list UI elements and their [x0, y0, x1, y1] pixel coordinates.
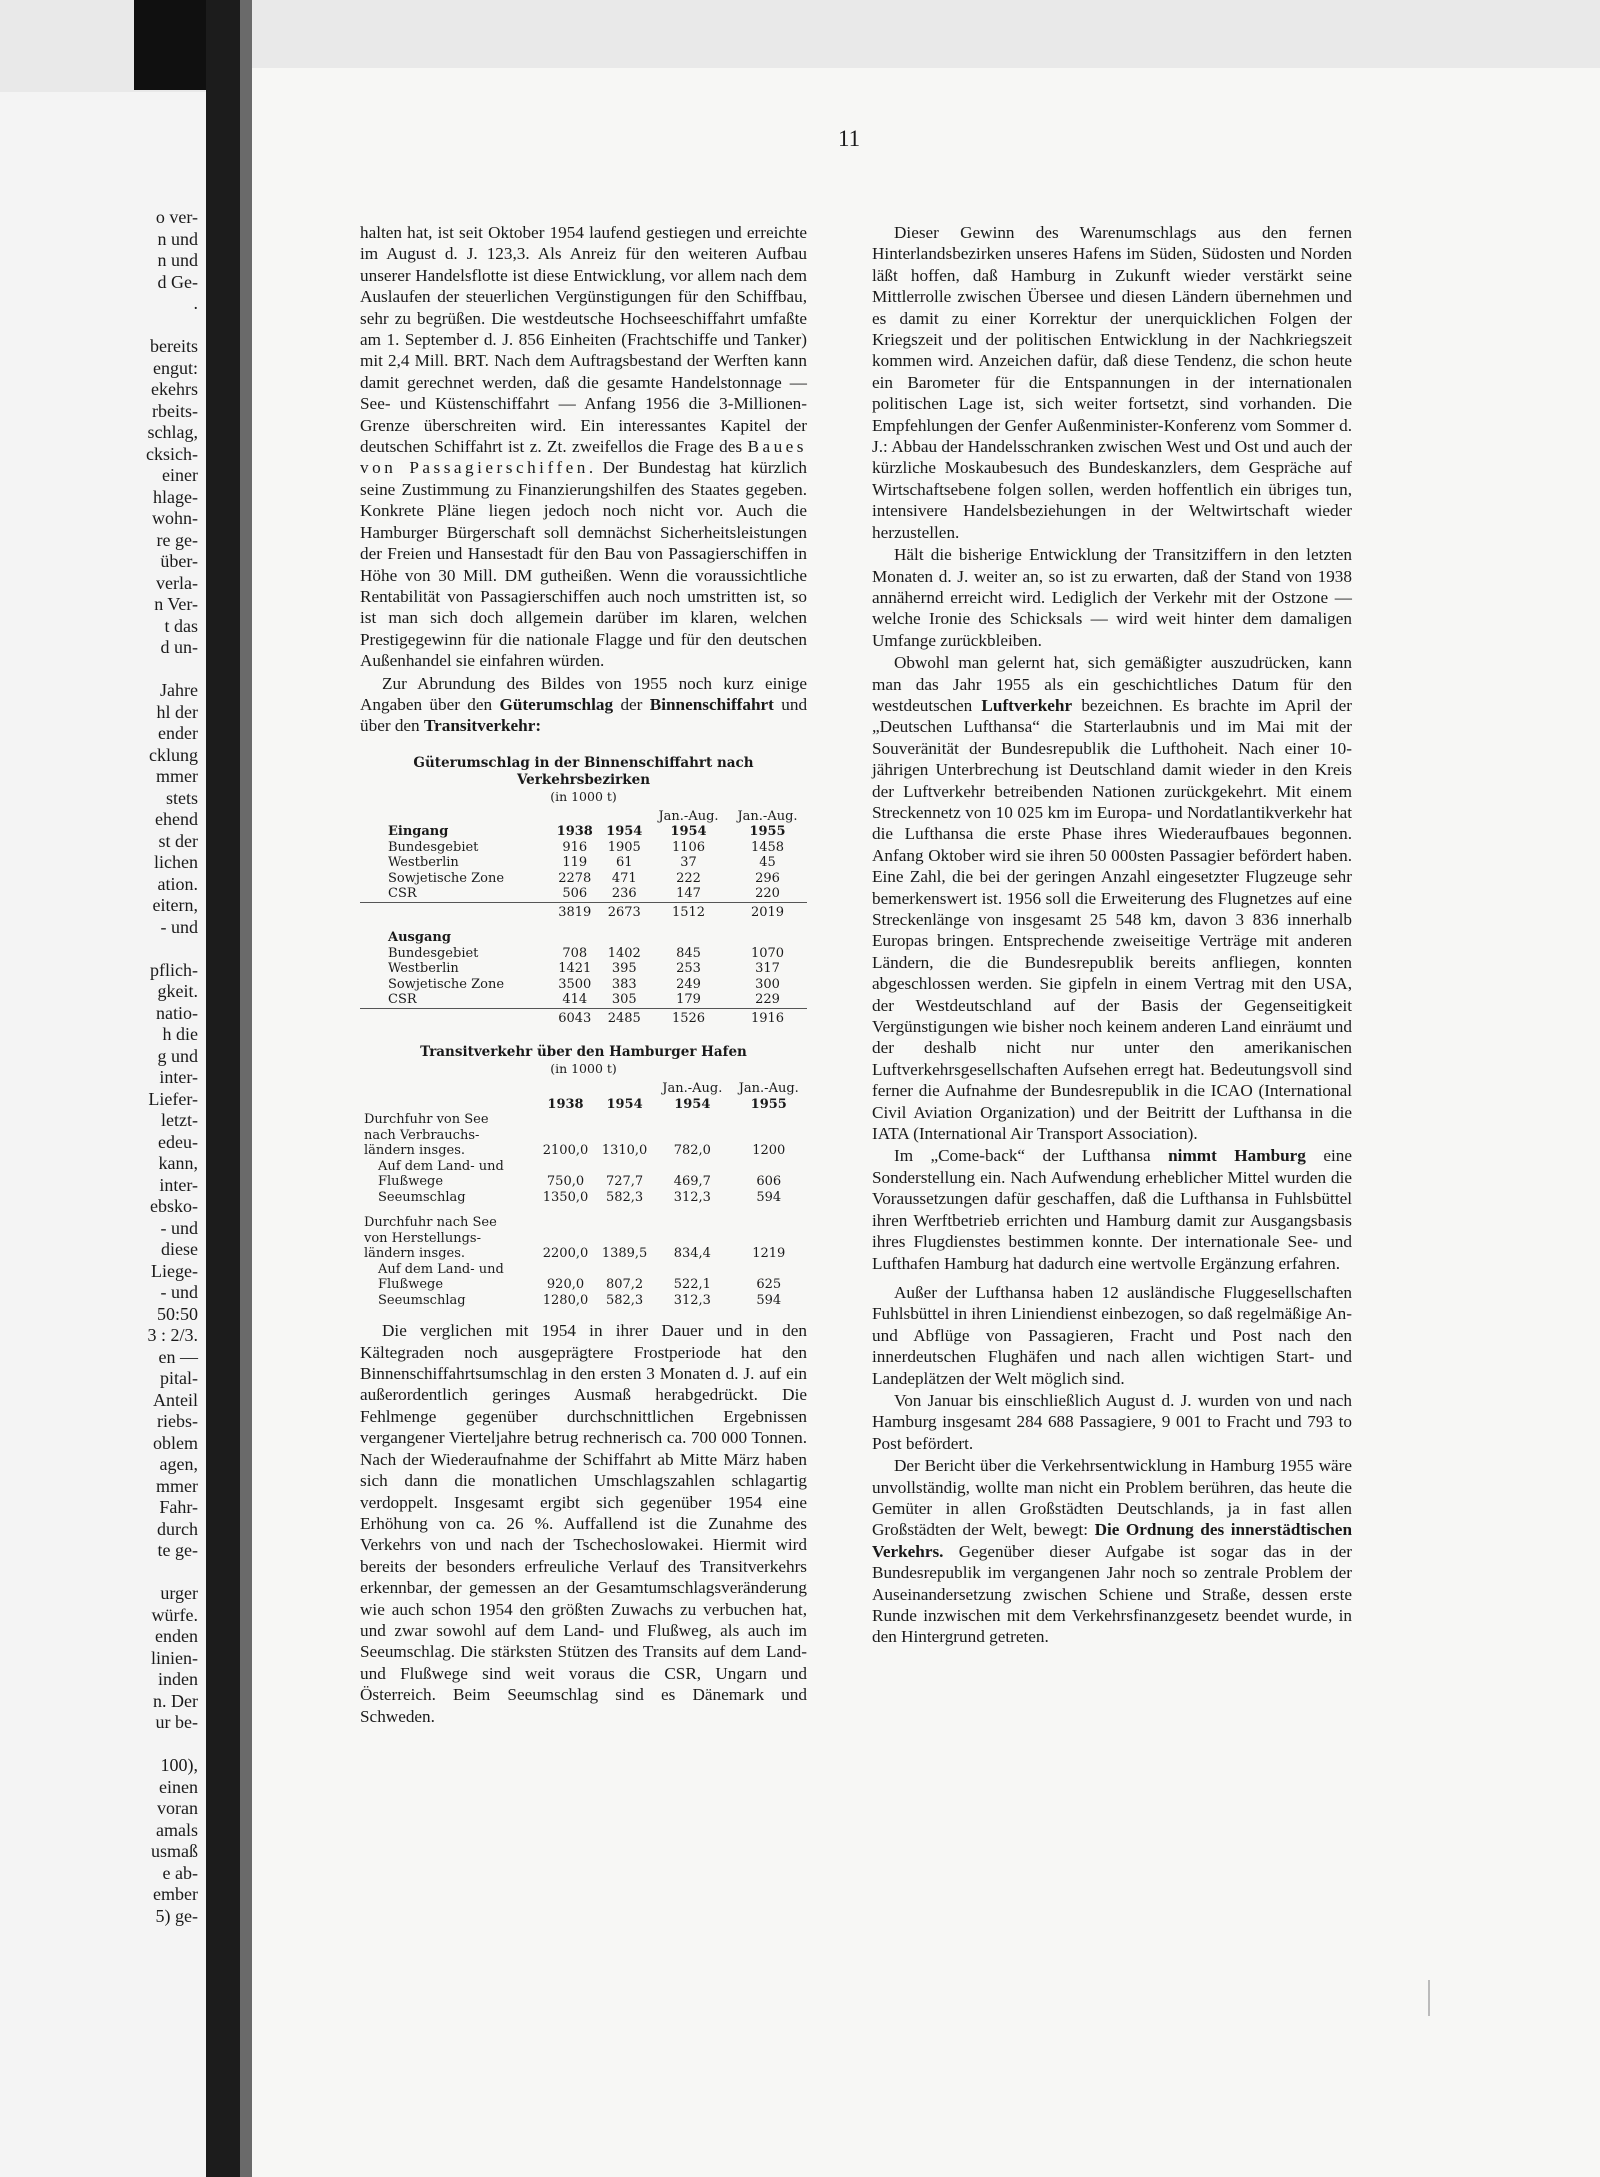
left-page-line: verla- [156, 572, 198, 593]
left-page-gap [58, 659, 198, 681]
table-row [360, 886, 807, 902]
left-page-line: ebsko- [150, 1196, 198, 1216]
table-cell: 1421 [558, 961, 592, 977]
table-total-row: 3819 2673 1512 2019 [360, 902, 807, 920]
table-cell: 845 [676, 945, 701, 961]
table-row [360, 1112, 807, 1159]
row-label-line: Durchfuhr von See [364, 1112, 489, 1128]
left-page-line: - und [160, 1217, 198, 1238]
table-inland-shipping [360, 755, 807, 1027]
row-label: Sowjetische Zone [388, 976, 505, 992]
table-cell: 296 [755, 870, 780, 886]
table-cell: 750,0 [546, 1174, 585, 1190]
left-page-gap [58, 1734, 198, 1756]
left-page-line: enden [155, 1626, 198, 1646]
text-column-right [872, 222, 1352, 1648]
column-header: 1954 [674, 1096, 711, 1112]
table-cell: 253 [676, 961, 701, 977]
table-cell: 625 [756, 1277, 782, 1293]
left-page-line: lichen [154, 852, 198, 872]
scan-mark [1428, 1980, 1430, 2016]
table-row [360, 1190, 807, 1206]
left-page-line: ember [153, 1884, 198, 1904]
row-label: Westberlin [388, 855, 459, 871]
left-page-line: ation. [157, 873, 198, 894]
left-page-line: n. Der [153, 1690, 198, 1711]
table-cell: 61 [616, 855, 633, 871]
table-row [360, 840, 807, 856]
paragraph: Obwohl man gelernt hat, sich gemäßigter auszudrücken, kann man das Jahr 1955 als ein geschichtliches Datum für den westdeutschen Luftverkehr bezeichnen. Es brachte im April der „Deutschen Lufthansa“ die Starterlaubnis und im Mai mit der Souveränität der Bundesrepublik die Lufthoheit. Nach einer 10-jährigen Unterbrechung ist Deutschland damit wieder in den Kreis der Luftverkehr betreibenden Nationen zurückgekehrt. Mit einem Streckennetz von 10 025 km im Europa- und Nordatlantikverkehr hat die Lufthansa die erste Phase ihres Wiederaufbaues begonnen. Anfang Oktober wird sie ihren 50 000sten Passagier befördert haben. Eine Zahl, die bei der geringen Anzahl eingesetzter Flugzeuge sehr bemerkenswert ist. 1956 soll die Erweiterung des Flugnetzes auf eine Streckenlänge von insgesamt 25 548 km, davon 3 836 innerhalb Europas bringen. Entsprechende zweiseitige Verträge mit anderen Ländern, die die Bundesrepublik bereits anfliegen, konnten abgeschlossen werden. Sie gipfeln in einem Vertrag mit den USA, der Westdeutschland auf der Basis der Gegenseitigkeit Vergünstigungen wie bisher noch keinem anderen Land einräumt und der deshalb nicht nur unter den amerikanischen Luftverkehrsgesellschaften Aufsehen erregt hat. Bedeutungsvoll sind ferner die Aufnahme der Bundesrepublik in die ICAO (International Civil Aviation Organization) und der Beitritt der Lufthansa in die IATA (International Air Transport Association). [872, 653, 1352, 1144]
table-cell: 1106 [671, 839, 706, 855]
spaced-emphasis: Baues von Passagierschiffen [360, 437, 807, 478]
left-page-line: amals [156, 1819, 198, 1840]
left-page-line: edeu- [158, 1131, 198, 1152]
column-header: Jan.-Aug. [738, 1081, 799, 1097]
table-cell: 305 [611, 992, 637, 1008]
left-page-line: Anteil [153, 1389, 198, 1410]
left-page-line: einen [159, 1776, 198, 1797]
left-page-line: te ge- [157, 1540, 198, 1560]
paragraph: Der Bericht über die Verkehrsentwicklung in Hamburg 1955 wäre unvollständig, wollte man nicht ein Problem berühren, das heute die Gemüter in allen Großstädten Deutschlands, ja in fast allen Großstädten der Welt, bewegt: Die Ordnung des innerstädtischen Verkehrs. Gegenüber dieser Aufgabe ist sogar das in der Bundesrepublik im vergangenen Jahr noch so zentrale Problem der Auseinandersetzung zwischen Schiene und Straße, dessen erste Runde inzwischen mit dem Verkehrsfinanzgesetz beendet wurde, in den Hintergrund getreten. [872, 1456, 1353, 1647]
table-cell: 506 [562, 886, 588, 902]
table-cell: 119 [562, 855, 588, 871]
row-label-line: nach Verbrauchs- [364, 1127, 480, 1143]
data-table [360, 1081, 807, 1308]
left-page-line: cklung [149, 744, 198, 765]
table-row [360, 946, 807, 962]
table-header-row [360, 1081, 807, 1097]
left-page-line: letzt- [161, 1110, 198, 1130]
left-page-line: inter- [159, 1067, 198, 1087]
table-cell: 312,3 [673, 1189, 711, 1205]
table-title: Transitverkehr über den Hamburger Hafen [420, 1044, 747, 1061]
paragraph: Hält die bisherige Entwicklung der Transitziffern in den letzten Monaten d. J. weiter an, so ist zu erwarten, daß der Stand von 1938 annähernd erreicht wird. Lediglich der Verkehr mit der Ostzone — welche Ironie des Schicksals — wird weit hinter dem damaligen Umfange zurückbleiben. [872, 545, 1352, 650]
left-page-edge [0, 92, 206, 2177]
left-page-line: über- [160, 551, 198, 571]
row-label [360, 1112, 536, 1159]
left-page-line: . [193, 293, 198, 313]
left-page-line: d un- [160, 637, 198, 657]
left-page-line: wohn- [152, 508, 198, 528]
table-cell: 1280,0 [542, 1292, 589, 1308]
table-cell: 1905 [607, 839, 641, 855]
left-page-line: natio- [156, 1002, 198, 1023]
left-page-line: ehend [155, 809, 198, 829]
left-page-line: linien- [151, 1647, 198, 1668]
book-spine [206, 0, 240, 2177]
left-page-line: e ab- [162, 1862, 198, 1883]
left-page-line: kann, [158, 1153, 198, 1173]
row-label-line: Auf dem Land- und [378, 1261, 504, 1277]
table-cell: 3500 [558, 976, 592, 992]
table-total-row: 6043 2485 1526 1916 [360, 1008, 807, 1026]
text-column-left [360, 222, 807, 1727]
left-page-line: schlag, [147, 422, 198, 442]
row-label: CSR [388, 886, 417, 902]
paragraph: Zur Abrundung des Bildes von 1955 noch kurz einige Angaben über den Güterumschlag der Binnenschiffahrt und über den Transitverkehr: [360, 673, 808, 736]
row-label: Sowjetische Zone [388, 870, 505, 886]
table-cell: 582,3 [605, 1292, 644, 1308]
paragraph: halten hat, ist seit Oktober 1954 laufend gestiegen und erreichte im August d. J. 123,3. Als Anreiz für den weiteren Aufbau unserer Handelsflotte ist diese Entwicklung, vor allem nach dem Auslaufen der steuerlichen Vergünstigungen für den Schiffbau, sehr zu begrüßen. Die westdeutsche Hochseeschiffahrt umfaßte am 1. September d. J. 856 Einheiten (Frachtschiffe und Tanker) mit 2,4 Mill. BRT. Nach dem Auftragsbestand der Werften kann damit gerechnet werden, daß die gesamte Handelstonnage — See- und Küstenschiffahrt — Anfang 1956 die 3-Millionen-Grenze überschreiten wird. Ein interessantes Kapitel der deutschen Schiffahrt ist z. Zt. zweifellos die Frage des Baues von Passagierschiffen. Der Bundestag hat kürzlich seine Zustimmung zu Finanzierungshilfen des Staates gegeben. Konkrete Pläne liegen jedoch noch nicht vor. Auch die Hamburger Bürgerschaft soll demnächst Sicherheitsleistungen der Freien und Hansestadt für den Bau von Passagierschiffen in Höhe von 30 Mill. DM gutheißen. Wenn die voraussichtliche Rentabilität von Passagierschiffen auch noch umstritten ist, so ist man sich doch allgemein darüber im klaren, welchen Prestigegewinn für die nationale Flagge und für den deutschen Außenhandel sie einfahren würden. [360, 223, 807, 671]
table-cell: 1200 [752, 1143, 786, 1159]
left-page-line: st der [158, 830, 198, 851]
table-cell: 1458 [750, 839, 785, 855]
left-page-line: o ver- [155, 207, 198, 227]
left-page-line: re ge- [156, 529, 198, 550]
left-page-line: rbeits- [152, 400, 198, 421]
table-row [360, 871, 807, 887]
column-header: 1938 [556, 824, 593, 840]
group-label: Eingang [388, 824, 449, 840]
left-page-line: 50:50 [156, 1303, 198, 1324]
column-header: 1954 [606, 1096, 643, 1112]
table-cell: 2100,0 [542, 1143, 589, 1159]
left-page-line: bereits [150, 336, 198, 356]
table-unit: (in 1000 t) [550, 1061, 617, 1077]
left-page-line: würfe. [151, 1604, 198, 1625]
row-label-line: ländern insges. [364, 1246, 466, 1262]
paragraph: Die verglichen mit 1954 in ihrer Dauer und in den Kältegraden noch ausgeprägtere Frostperiode hat den Binnenschiffahrtsumschlag in den ersten 3 Monaten d. J. auf ein außerordentlich geringes Ausmaß herabgedrückt. Die Fehlmenge gegenüber durchschnittlichen Ergebnissen vergangener Vierteljahre betrug rechnerisch ca. 700 000 Tonnen. Nach der Wiederaufnahme der Schiffahrt ab Mitte März haben sich dann die monatlichen Umschlagszahlen schlagartig verdoppelt. Insgesamt ergibt sich gegenüber 1954 eine Erhöhung von ca. 26 %. Auffallend ist die Zunahme des Verkehrs von und nach der Tschechoslowakei. Hiermit wird bereits der besonders erfreuliche Verlauf des Transitverkehrs erkennbar, der gemessen an der Gesamtumschlagsveränderung wie auch schon 1954 den größten Zuwachs zu verbuchen hat, und zwar sowohl auf dem Land- und Flußweg, als auch im Seeumschlag. Die stärksten Stützen des Transits auf dem Land- und Flußwege sind weit voraus die CSR, Ungarn und Österreich. Beim Seeumschlag sind es Dänemark und Schweden. [360, 1321, 807, 1726]
left-page-line: en — [158, 1346, 198, 1367]
left-page-line: urger [160, 1583, 198, 1603]
left-page-line: cksich- [146, 443, 198, 464]
table-cell: 2278 [558, 870, 592, 886]
table-cell: 2200,0 [542, 1246, 589, 1262]
left-page-line: 100), [160, 1755, 198, 1775]
left-page-line: eitern, [152, 895, 198, 915]
row-label-line: Durchfuhr nach See [364, 1215, 497, 1231]
table-cell: 395 [611, 961, 637, 977]
row-label: Westberlin [388, 961, 459, 977]
row-label-line: ländern insges. [364, 1143, 466, 1159]
left-page-line: pflich- [150, 959, 198, 980]
left-page-gap [58, 315, 198, 337]
table-row [360, 977, 807, 993]
table-row [360, 1215, 807, 1262]
row-label-line: Flußwege [378, 1174, 444, 1190]
left-page-line: mmer [156, 766, 198, 786]
row-label-line: Seeumschlag [378, 1292, 466, 1308]
left-page-line: Liefer- [148, 1088, 198, 1109]
table-cell: 229 [755, 992, 780, 1008]
left-page-line: hlage- [153, 486, 198, 507]
table-cell: 606 [756, 1174, 782, 1190]
row-label-line: Seeumschlag [378, 1189, 466, 1205]
book-gutter [240, 0, 252, 2177]
left-page-line: Jahre [160, 680, 198, 700]
row-label-line: Auf dem Land- und [378, 1158, 504, 1174]
row-label: CSR [388, 992, 417, 1008]
table-cell: 594 [756, 1189, 782, 1205]
row-label [360, 1159, 536, 1190]
table-unit: (in 1000 t) [550, 788, 617, 804]
left-page-line: t das [164, 615, 198, 636]
table-cell: 916 [562, 839, 588, 855]
table-cell: 147 [676, 886, 701, 902]
row-label: Bundesgebiet [388, 945, 479, 961]
left-page-line: n Ver- [154, 594, 198, 614]
table-row [360, 961, 807, 977]
left-page-line: gkeit. [157, 981, 198, 1001]
left-page-line: Liege- [151, 1260, 198, 1281]
left-page-line: inter- [159, 1174, 198, 1195]
table-cell: 236 [611, 886, 637, 902]
table-cell: 383 [611, 976, 637, 992]
paragraph: Von Januar bis einschließlich August d. J. wurden von und nach Hamburg insgesamt 284 688 Passagiere, 9 001 to Fracht und 793 to Post befördert. [872, 1390, 1352, 1453]
left-page-line: g und [157, 1045, 198, 1066]
table-cell: 1310,0 [601, 1143, 648, 1159]
left-page-line: 3 : 2/3. [147, 1325, 198, 1345]
column-header: 1955 [750, 1096, 787, 1112]
left-page-text-fragments [58, 207, 198, 1927]
table-header-row [360, 809, 807, 825]
table-cell: 317 [755, 961, 780, 977]
column-header: Jan.-Aug. [662, 1081, 723, 1097]
row-label: Bundesgebiet [388, 839, 479, 855]
table-title: Güterumschlag in der Binnenschiffahrt nach Verkehrsbezirken [413, 754, 754, 788]
left-page-line: usmaß [151, 1841, 198, 1861]
left-page-line: stets [165, 787, 198, 808]
table-cell: 708 [562, 945, 588, 961]
left-page-line: einer [162, 465, 198, 485]
left-page-line: engut: [153, 357, 198, 378]
paragraph: Außer der Lufthansa haben 12 ausländische Fluggesellschaften Fuhlsbüttel in ihren Liniendienst einbezogen, so daß regelmäßige An- und Abflüge von Passagieren, Fracht und Post nach den innerdeutschen Flughäfen und nach allen wichtigen Start- und Landeplätzen der Welt möglich sind. [872, 1282, 1352, 1388]
table-group-row [360, 930, 807, 946]
left-page-line: n und [157, 228, 198, 249]
table-cell: 312,3 [673, 1292, 711, 1308]
table-cell: 1070 [750, 945, 785, 961]
table-row [360, 855, 807, 871]
left-page-line: Fahr- [159, 1497, 198, 1517]
table-cell: 414 [562, 992, 588, 1008]
left-page-line: - und [160, 1282, 198, 1302]
left-page-line: durch [157, 1518, 198, 1539]
row-label-line: Flußwege [378, 1277, 444, 1293]
left-page-line: oblem [153, 1432, 198, 1453]
page-number: 11 [838, 126, 861, 151]
table-cell: 1389,5 [601, 1246, 648, 1262]
left-page-line: - und [160, 916, 198, 937]
row-label [360, 1190, 536, 1206]
table-cell: 920,0 [546, 1277, 585, 1293]
left-page-gap [58, 938, 198, 960]
table-row [360, 1262, 807, 1293]
table-cell: 582,3 [605, 1189, 644, 1205]
column-header: 1954 [606, 824, 643, 840]
left-page-line: h die [162, 1024, 198, 1044]
row-label-line: von Herstellungs- [364, 1230, 481, 1246]
table-cell: 807,2 [605, 1277, 644, 1293]
left-page-line: pital- [160, 1368, 198, 1388]
column-header: Jan.-Aug. [737, 808, 798, 824]
table-cell: 469,7 [673, 1174, 711, 1190]
column-header: 1955 [749, 824, 786, 840]
table-cell: 179 [676, 992, 701, 1008]
row-label [360, 1293, 536, 1309]
left-page-line: mmer [156, 1475, 198, 1496]
column-header: Jan.-Aug. [658, 808, 719, 824]
group-label: Ausgang [388, 930, 451, 946]
left-page-line: hl der [156, 701, 198, 722]
left-page-line: ekehrs [151, 379, 198, 399]
left-page-line: ur be- [155, 1712, 198, 1732]
table-cell: 1350,0 [542, 1189, 589, 1205]
left-page-gap [58, 1562, 198, 1584]
left-page-line: 5) ge- [155, 1905, 198, 1926]
table-cell: 37 [680, 855, 697, 871]
table-cell: 727,7 [605, 1174, 644, 1190]
book-spine-top [134, 0, 206, 90]
table-cell: 782,0 [673, 1143, 711, 1159]
table-header-row [360, 824, 807, 840]
column-header: 1938 [547, 1096, 584, 1112]
table-cell: 834,4 [673, 1246, 711, 1262]
table-cell: 594 [756, 1292, 782, 1308]
left-page-line: n und [157, 250, 198, 270]
left-page-line: d Ge- [157, 271, 198, 292]
left-page-line: diese [161, 1239, 198, 1259]
table-row [360, 1159, 807, 1190]
left-page-line: riebs- [157, 1411, 198, 1431]
table-row [360, 992, 807, 1008]
left-page-line: voran [157, 1798, 198, 1818]
left-page-line: inden [158, 1669, 198, 1689]
table-cell: 300 [755, 976, 780, 992]
table-cell: 522,1 [673, 1277, 711, 1293]
paragraph: Dieser Gewinn des Warenumschlags aus den fernen Hinterlandsbezirken unseres Hafens im Süden, Südosten und Norden läßt hoffen, daß Hamburg in Zukunft wieder verstärkt seine Mittlerrolle zwischen Übersee und diesen Ländern übernehmen und es damit zu einer Korrektur der unerquicklichen Folgen der Kriegszeit und der politischen Entwicklung in der Nachkriegszeit kommen wird. Anzeichen dafür, daß diese Tendenz, die schon heute ein Barometer für die Entspannungen in der internationalen politischen Lage ist, sich weiter fortsetzt, sind vorhanden. Die Empfehlungen der Genfer Außenminister-Konferenz vom Sommer d. J.: Abbau der Handelsschranken zwischen West und Ost und auch der kürzliche Moskaubesuch des Bundeskanzlers, dem Gespräche auf Wirtschaftsebene folgen sollen, werden hoffentlich ein übriges tun, intensivere Handelsbeziehungen in der Weltwirtschaft wieder herzustellen. [872, 223, 1352, 542]
column-header: 1954 [670, 824, 707, 840]
row-label [360, 1215, 536, 1262]
table-cell: 220 [755, 886, 780, 902]
left-page-line: ender [158, 723, 198, 743]
table-header-row [360, 1097, 807, 1113]
table-cell: 249 [676, 976, 701, 992]
left-page-line: agen, [159, 1454, 198, 1474]
table-cell: 1219 [752, 1246, 786, 1262]
row-label [360, 1262, 536, 1293]
data-table [360, 809, 807, 1027]
table-row [360, 1293, 807, 1309]
table-transit-traffic [360, 1044, 807, 1308]
table-cell: 1402 [607, 945, 641, 961]
table-cell: 45 [759, 855, 776, 871]
paragraph: Im „Come-back“ der Lufthansa nimmt Hamburg eine Sonderstellung ein. Nach Aufwendung erheblicher Mittel wurden die Voraussetzungen dafür geschaffen, daß die Lufthansa in Fuhlsbüttel ihren Werftbetrieb errichten und Hamburg damit zur Ausgangsbasis ihres Flugdienstes bestimmen konnte. Der internationale See- und Lufthafen Hamburg hat dadurch eine wertvolle Ergänzung erfahren. [872, 1146, 1353, 1273]
table-cell: 222 [676, 870, 701, 886]
table-cell: 471 [611, 870, 637, 886]
